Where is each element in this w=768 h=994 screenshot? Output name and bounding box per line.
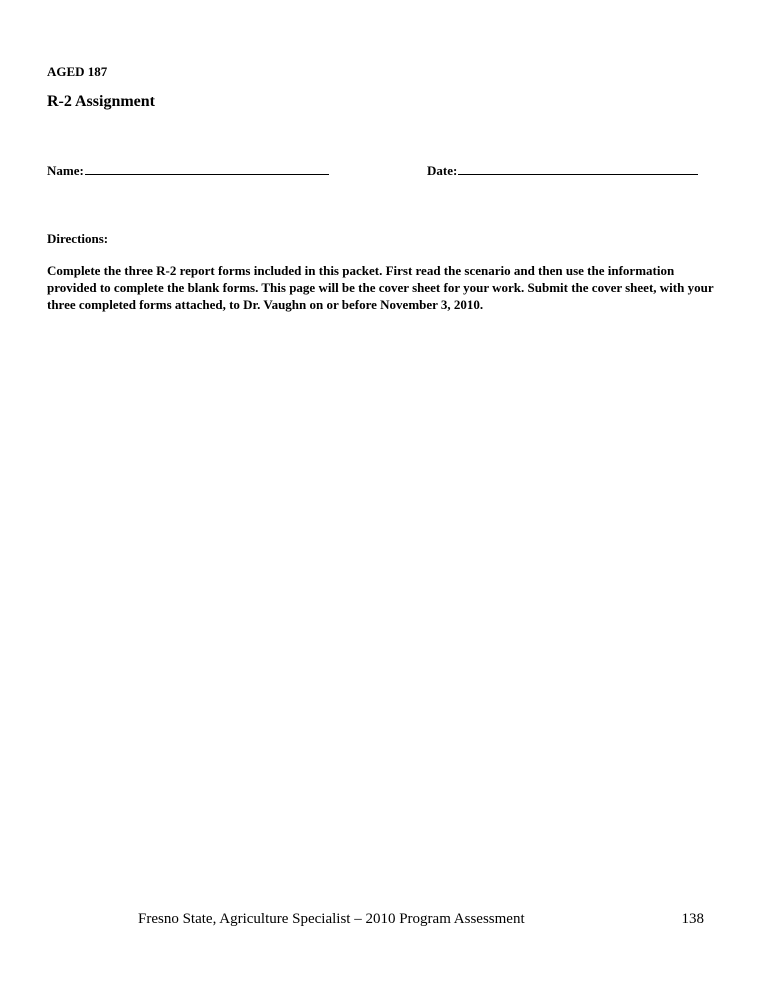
page-number: 138 (681, 911, 704, 927)
date-field[interactable] (427, 162, 698, 179)
course-code: AGED 187 (47, 64, 108, 79)
date-blank-line[interactable] (458, 162, 698, 175)
date-label: Date: (427, 163, 458, 178)
name-blank-line[interactable] (85, 162, 329, 175)
name-label: Name: (47, 163, 84, 178)
footer-text: Fresno State, Agriculture Specialist – 2010 Program Assessment (138, 911, 525, 927)
directions-paragraph: Complete the three R-2 report forms included in this packet. First read the scenario and then use the information provided to complete the blank forms. This page will be the cover sheet for your work. Submit the cover sheet, with your three completed forms attached, to Dr. Vaughn on or before November 3, 2010. (47, 263, 714, 312)
directions-heading: Directions: (47, 231, 109, 246)
name-field[interactable] (47, 162, 329, 179)
page-title: R-2 Assignment (47, 93, 156, 110)
